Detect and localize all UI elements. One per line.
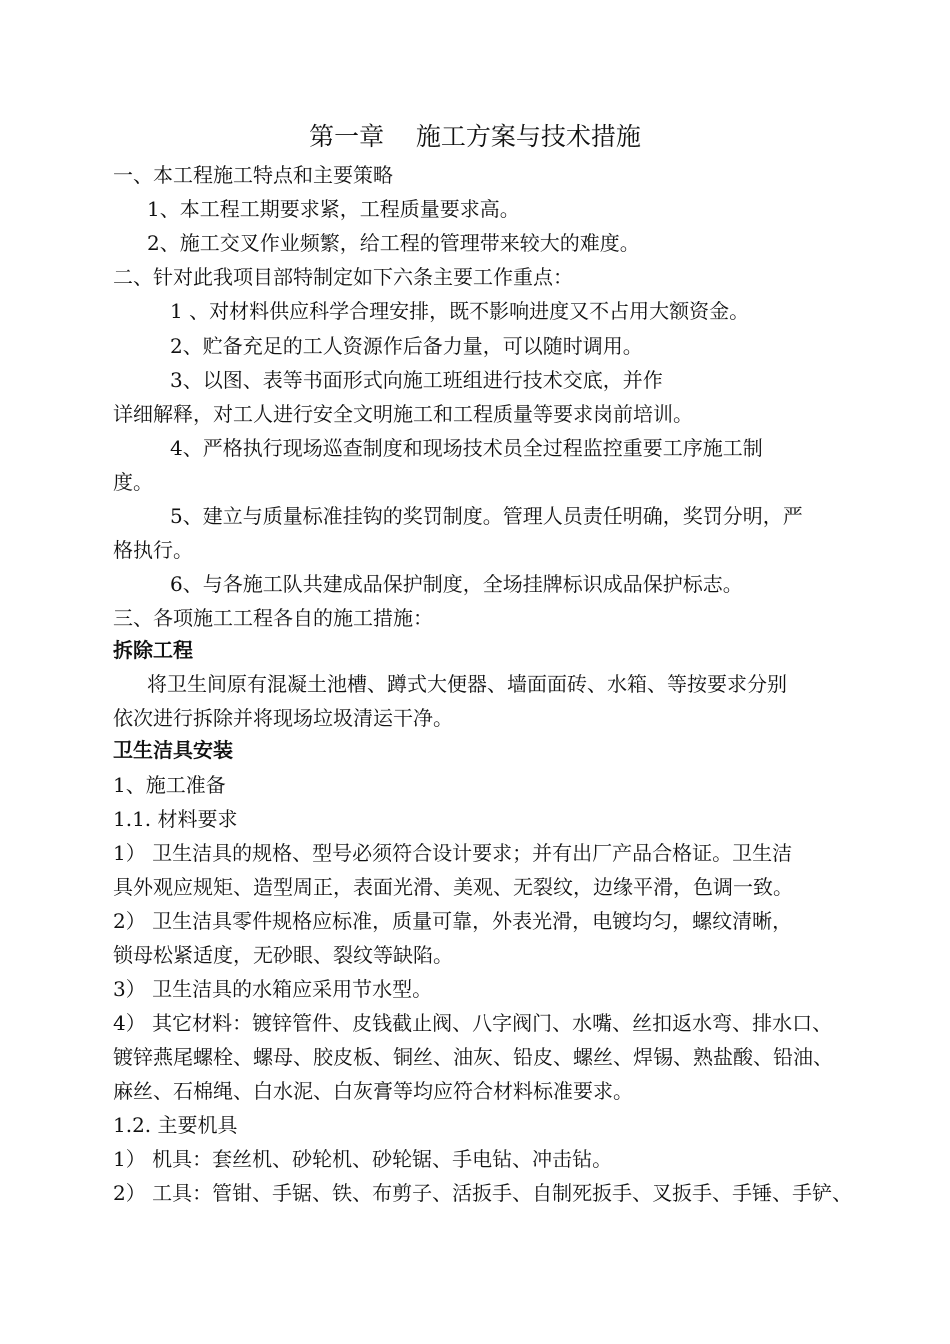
materials-line: 麻丝、石棉绳、白水泥、白灰膏等均应符合材料标准要求。 <box>113 1079 633 1103</box>
section-2-heading: 二、针对此我项目部特制定如下六条主要工作重点： <box>113 265 573 289</box>
demolition-heading: 拆除工程 <box>113 638 193 662</box>
demolition-text: 将卫生间原有混凝土池槽、蹲式大便器、墙面面砖、水箱、等按要求分别 <box>147 672 787 696</box>
materials-line: 锁母松紧适度，无砂眼、裂纹等缺陷。 <box>113 943 453 967</box>
section-2-item-continued: 详细解释，对工人进行安全文明施工和工程质量等要求岗前培训。 <box>113 402 693 426</box>
materials-line: 3） 卫生洁具的水箱应采用节水型。 <box>113 977 433 1001</box>
demolition-text: 依次进行拆除并将现场垃圾清运干净。 <box>113 706 453 730</box>
sanitary-heading: 卫生洁具安装 <box>113 738 233 762</box>
sanitary-prep: 1、施工准备 <box>113 773 226 797</box>
section-1-heading: 一、本工程施工特点和主要策略 <box>113 163 393 187</box>
section-2-item: 6、与各施工队共建成品保护制度，全场挂牌标识成品保护标志。 <box>170 572 743 596</box>
section-2-item: 2、贮备充足的工人资源作后备力量，可以随时调用。 <box>170 334 643 358</box>
tools-heading: 1.2. 主要机具 <box>113 1113 238 1137</box>
section-3-heading: 三、各项施工工程各自的施工措施： <box>113 606 433 630</box>
tools-line: 2） 工具：管钳、手锯、铁、布剪子、活扳手、自制死扳手、叉扳手、手锤、手铲、 <box>113 1181 853 1205</box>
section-2-item-continued: 度。 <box>113 470 153 494</box>
materials-heading: 1.1. 材料要求 <box>113 807 238 831</box>
materials-line: 具外观应规矩、造型周正，表面光滑、美观、无裂纹，边缘平滑，色调一致。 <box>113 875 793 899</box>
chapter-title: 第一章 施工方案与技术措施 <box>309 122 641 151</box>
section-2-item: 3、以图、表等书面形式向施工班组进行技术交底，并作 <box>170 368 663 392</box>
tools-line: 1） 机具：套丝机、砂轮机、砂轮锯、手电钻、冲击钻。 <box>113 1147 613 1171</box>
materials-line: 1） 卫生洁具的规格、型号必须符合设计要求；并有出厂产品合格证。卫生洁 <box>113 841 793 865</box>
section-2-item: 5、建立与质量标准挂钩的奖罚制度。管理人员责任明确，奖罚分明，严 <box>170 504 803 528</box>
section-2-item-continued: 格执行。 <box>113 538 193 562</box>
section-2-item: 1 、对材料供应科学合理安排，既不影响进度又不占用大额资金。 <box>170 299 750 323</box>
materials-line: 镀锌燕尾螺栓、螺母、胶皮板、铜丝、油灰、铅皮、螺丝、焊锡、熟盐酸、铅油、 <box>113 1045 833 1069</box>
section-1-item: 1、本工程工期要求紧，工程质量要求高。 <box>147 197 520 221</box>
materials-line: 2） 卫生洁具零件规格应标准，质量可靠，外表光滑，电镀均匀，螺纹清晰， <box>113 909 793 933</box>
section-2-item: 4、严格执行现场巡查制度和现场技术员全过程监控重要工序施工制 <box>170 436 763 460</box>
materials-line: 4） 其它材料：镀锌管件、皮钱截止阀、八字阀门、水嘴、丝扣返水弯、排水口、 <box>113 1011 833 1035</box>
section-1-item: 2、施工交叉作业频繁，给工程的管理带来较大的难度。 <box>147 231 640 255</box>
